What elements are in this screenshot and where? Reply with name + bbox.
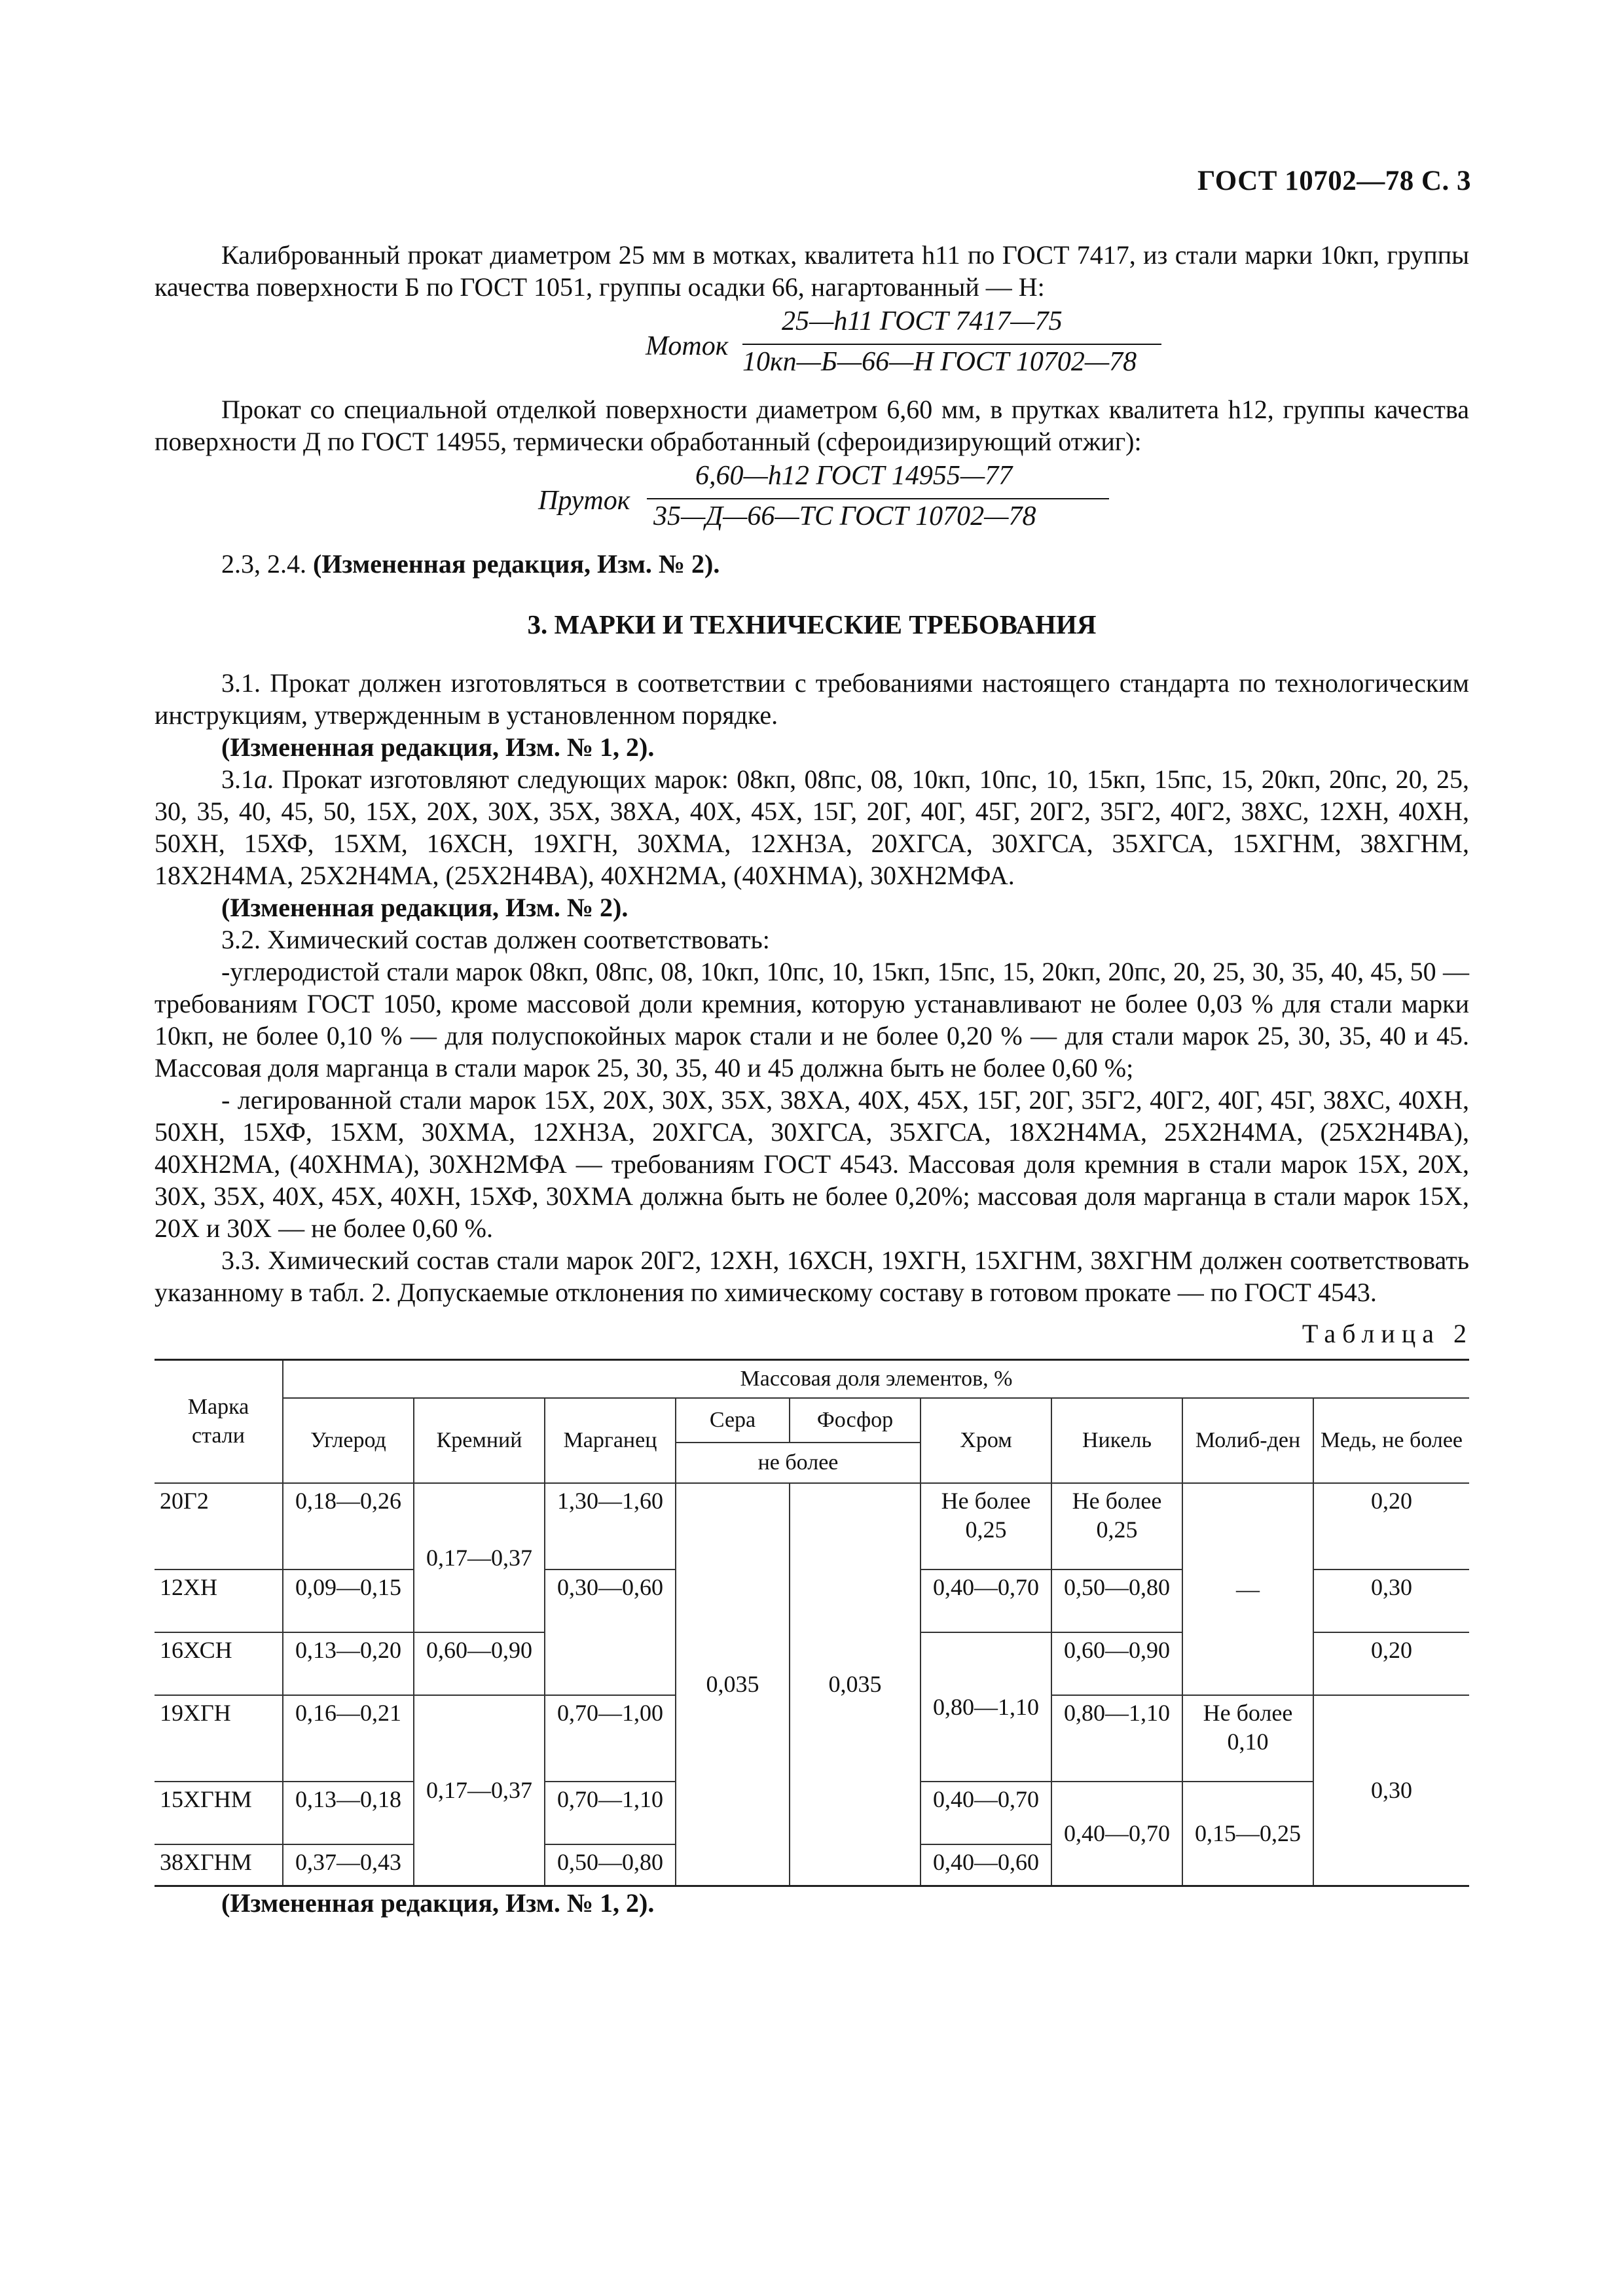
header-silicon: Кремний (414, 1398, 545, 1483)
clause-3-1a-letter: а (254, 764, 267, 794)
cell-chromium: 0,40—0,70 (921, 1570, 1051, 1632)
example1-numerator: 25—h11 ГОСТ 7417—75 (782, 306, 1063, 336)
cell-nickel-merged: 0,40—0,70 (1051, 1782, 1182, 1886)
cell-nickel: 0,80—1,10 (1051, 1695, 1182, 1782)
table-caption: Таблица 2 (1302, 1319, 1473, 1348)
section-3-heading: 3. МАРКИ И ТЕХНИЧЕСКИЕ ТРЕБОВАНИЯ (527, 609, 1097, 639)
cell-molybdenum-merged: — (1182, 1483, 1313, 1695)
cell-silicon: 0,60—0,90 (414, 1632, 545, 1695)
revision-2-3-prefix: 2.3, 2.4. (221, 549, 313, 579)
table-footnote: (Измененная редакция, Изм. № 1, 2). (221, 1888, 655, 1918)
page-header: ГОСТ 10702—78 С. 3 (1197, 166, 1471, 196)
example1-label: Моток (646, 331, 729, 361)
cell-copper-merged: 0,30 (1313, 1695, 1469, 1886)
revision-2-3-note: (Измененная редакция, Изм. № 2). (313, 549, 720, 579)
clause-3-1a (155, 763, 1469, 891)
cell-manganese: 0,30—0,60 (545, 1570, 676, 1695)
cell-silicon-merged: 0,17—0,37 (414, 1483, 545, 1632)
clause-3-2-alloy: - легированной стали марок 15Х, 20Х, 30Х, 35Х, 38ХА, 40Х, 45Х, 15Г, 20Г, 35Г2, 40Г2, 40Г, 45Г, 38ХС, 40ХН, 50ХН, 15ХФ, 15ХМ, 30ХМА, 12ХН3А, 20ХГСА, 30ХГСА, 35ХГСА, 18Х2Н4МА, 25Х2Н4МА, (25Х2Н4ВА), 40ХН2МА, (40ХНМА), 30ХН2МФА — требованиям ГОСТ 4543. Массовая доля кремния в стали марок 15Х, 20Х, 30Х, 35Х, 40Х, 45Х, 40ХН, 15ХФ, 30ХМА должна быть не более 0,20%; массовая доля марганца в стали марок 15Х, 20Х и 30Х — не более 0,60 %. (155, 1085, 1469, 1243)
table-row (155, 1483, 1469, 1570)
cell-nickel: Не более 0,25 (1051, 1483, 1182, 1570)
cell-carbon: 0,16—0,21 (283, 1695, 414, 1782)
header-chromium: Хром (921, 1398, 1051, 1483)
cell-carbon: 0,18—0,26 (283, 1483, 414, 1570)
cell-grade: 16ХСН (155, 1632, 283, 1695)
header-grade: Марка стали (155, 1360, 283, 1483)
fraction-bar (647, 498, 1109, 499)
clause-3-1a-number: 3.1 (221, 764, 254, 794)
example2-denominator: 35—Д—66—ТС ГОСТ 10702—78 (653, 501, 1036, 531)
example2-numerator: 6,60—h12 ГОСТ 14955—77 (695, 461, 1013, 491)
cell-carbon: 0,09—0,15 (283, 1570, 414, 1632)
cell-silicon-merged: 0,17—0,37 (414, 1695, 545, 1886)
cell-chromium-merged: 0,80—1,10 (921, 1632, 1051, 1782)
example2-text: Прокат со специальной отделкой поверхности диаметром 6,60 мм, в прутках квалитета h12, группы качества поверхности Д по ГОСТ 14955, термически обработанный (сфероидизирующий отжиг): (155, 395, 1469, 456)
cell-grade: 15ХГНМ (155, 1782, 283, 1844)
cell-grade: 20Г2 (155, 1483, 283, 1570)
cell-carbon: 0,13—0,20 (283, 1632, 414, 1695)
cell-nickel: 0,50—0,80 (1051, 1570, 1182, 1632)
cell-carbon: 0,13—0,18 (283, 1782, 414, 1844)
cell-manganese: 0,50—0,80 (545, 1844, 676, 1886)
cell-manganese: 0,70—1,00 (545, 1695, 676, 1782)
clause-3-2-carbon: -углеродистой стали марок 08кп, 08пс, 08, 10кп, 10пс, 10, 15кп, 15пс, 15, 20кп, 20пс, 20, 25, 30, 35, 40, 45, 50 — требованиям ГОСТ 1050, кроме массовой доли кремния, которую устанавливают не более 0,03 % для стали марки 10кп, не более 0,10 % — для полуспокойных марок стали и не более 0,20 % — для стали марок 25, 30, 35, 40 и 45. Массовая доля марганца в стали марок 25, 30, 35, 40 и 45 должна быть не более 0,60 %; (155, 957, 1469, 1083)
cell-molybdenum: Не более 0,10 (1182, 1695, 1313, 1782)
example2-label: Пруток (538, 486, 630, 516)
cell-chromium: 0,40—0,70 (921, 1782, 1051, 1844)
fraction-bar (742, 344, 1161, 345)
cell-sulfur-merged: 0,035 (676, 1483, 790, 1886)
header-phosphorus: Фосфор (790, 1398, 921, 1443)
chemical-composition-table (155, 1359, 1469, 1887)
cell-manganese: 1,30—1,60 (545, 1483, 676, 1570)
header-carbon: Углерод (283, 1398, 414, 1483)
clause-3-3: 3.3. Химический состав стали марок 20Г2, 12ХН, 16ХСН, 19ХГН, 15ХГНМ, 38ХГНМ должен соответствовать указанному в табл. 2. Допускаемые отклонения по химическому составу в готовом прокате — по ГОСТ 4543. (155, 1246, 1469, 1307)
cell-carbon: 0,37—0,43 (283, 1844, 414, 1886)
cell-molybdenum-merged: 0,15—0,25 (1182, 1782, 1313, 1886)
cell-chromium: Не более 0,25 (921, 1483, 1051, 1570)
revision-3-1a: (Измененная редакция, Изм. № 2). (221, 893, 629, 922)
example1-formula (155, 306, 1469, 389)
cell-grade: 12ХН (155, 1570, 283, 1632)
example2-formula (155, 461, 1469, 544)
header-nickel: Никель (1051, 1398, 1182, 1483)
document-body (155, 239, 1473, 1919)
cell-copper: 0,20 (1313, 1483, 1469, 1570)
header-mass-fraction: Массовая доля элементов, % (283, 1360, 1469, 1398)
cell-nickel: 0,60—0,90 (1051, 1632, 1182, 1695)
revision-2-3 (155, 548, 1469, 580)
cell-manganese: 0,70—1,10 (545, 1782, 676, 1844)
example1-denominator: 10кп—Б—66—Н ГОСТ 10702—78 (742, 347, 1137, 377)
header-sulfur: Сера (676, 1398, 790, 1443)
cell-phosphorus-merged: 0,035 (790, 1483, 921, 1886)
cell-grade: 19ХГН (155, 1695, 283, 1782)
clause-3-1a-text: . Прокат изготовляют следующих марок: 08кп, 08пс, 08, 10кп, 10пс, 10, 15кп, 15пс, 15, 20кп, 20пс, 20, 25, 30, 35, 40, 45, 50, 15Х, 20Х, 30Х, 35Х, 38ХА, 40Х, 45Х, 15Г, 20Г, 40Г, 45Г, 20Г2, 35Г2, 40Г2, 38ХС, 12ХН, 40ХН, 50ХН, 15ХФ, 15ХМ, 16ХСН, 19ХГН, 30ХМА, 12ХН3А, 20ХГСА, 30ХГСА, 35ХГСА, 15ХГНМ, 38ХГНМ, 18Х2Н4МА, 25Х2Н4МА, (25Х2Н4ВА), 40ХН2МА, (40ХНМА), 30ХН2МФА. (155, 764, 1469, 890)
cell-chromium: 0,40—0,60 (921, 1844, 1051, 1886)
header-molybdenum: Молиб-ден (1182, 1398, 1313, 1483)
clause-3-2: 3.2. Химический состав должен соответствовать: (221, 925, 770, 954)
clause-3-1: 3.1. Прокат должен изготовляться в соответствии с требованиями настоящего стандарта по технологическим инструкциям, утвержденным в установленном порядке. (155, 668, 1469, 730)
header-manganese: Марганец (545, 1398, 676, 1483)
cell-grade: 38ХГНМ (155, 1844, 283, 1886)
revision-3-1: (Измененная редакция, Изм. № 1, 2). (221, 732, 655, 762)
header-copper: Медь, не более (1313, 1398, 1469, 1483)
example1-text: Калиброванный прокат диаметром 25 мм в мотках, квалитета h11 по ГОСТ 7417, из стали марки 10кп, группы качества поверхности Б по ГОСТ 1051, группы осадки 66, нагартованный — Н: (155, 240, 1469, 302)
header-max-note: не более (676, 1443, 921, 1483)
cell-copper: 0,20 (1313, 1632, 1469, 1695)
cell-copper: 0,30 (1313, 1570, 1469, 1632)
